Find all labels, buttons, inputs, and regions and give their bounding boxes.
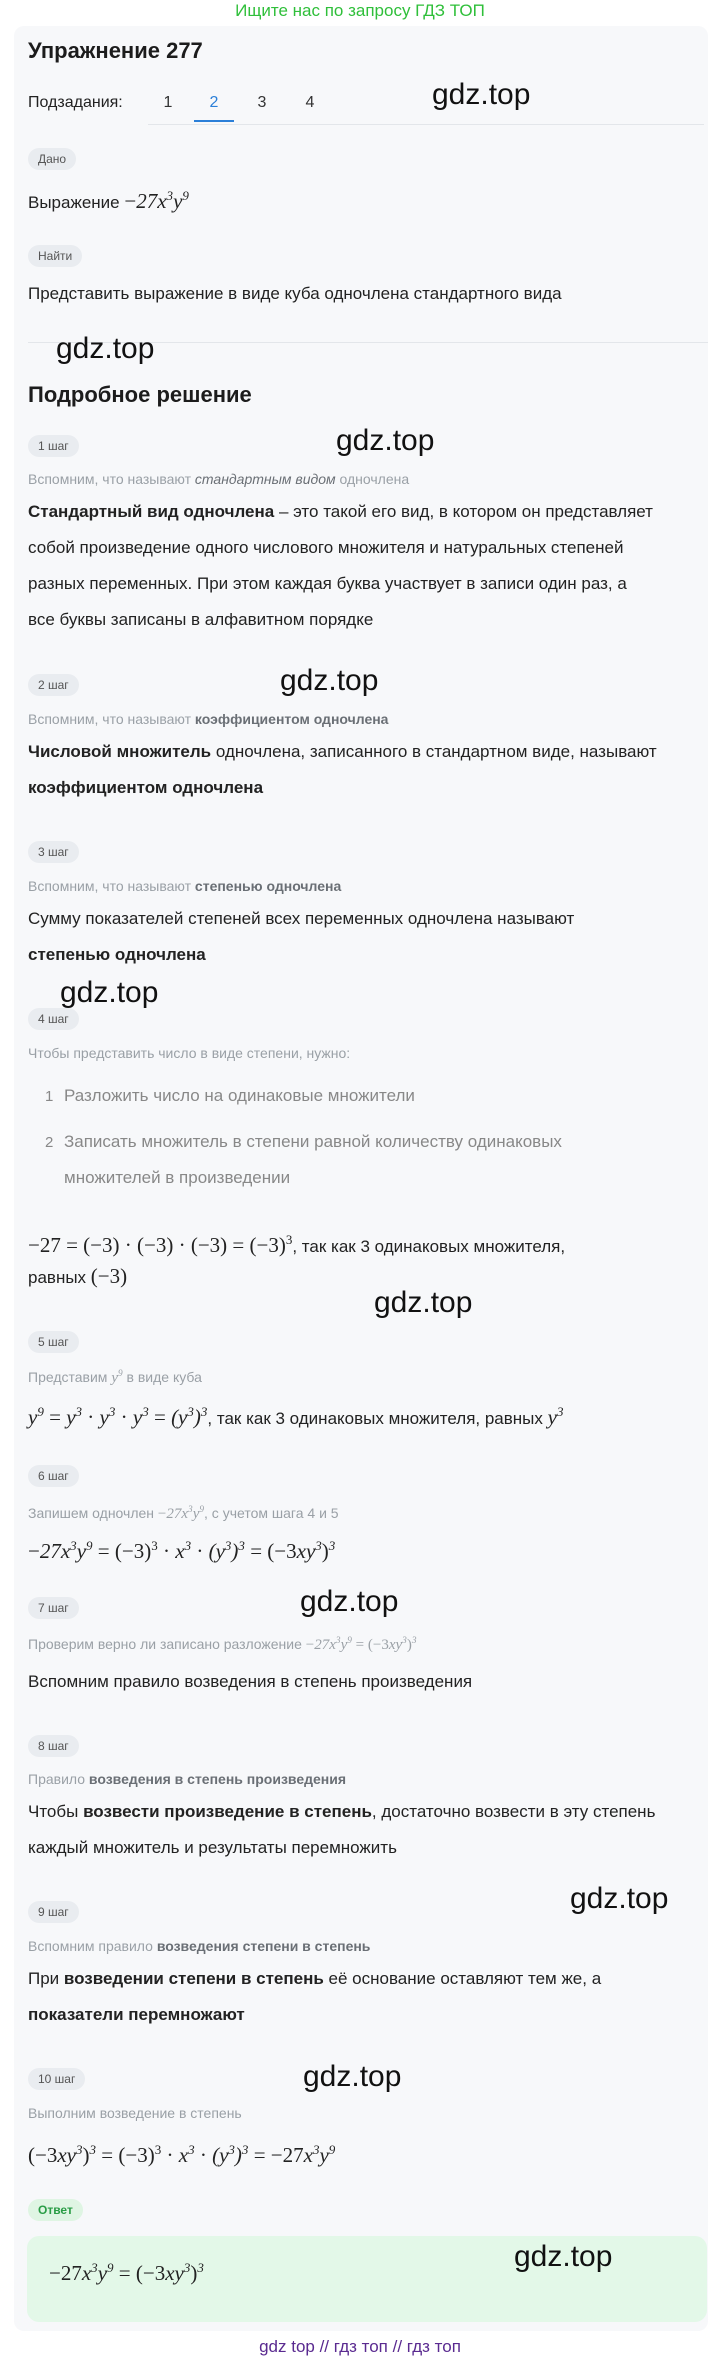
step-5-equation: $y^9 = y^3 \cdot y^3 \cdot y^3 = (y^3)^3$, так как 3 одинаковых множителя, равных $y^3$	[28, 1404, 564, 1429]
watermark: gdz.top	[56, 332, 155, 365]
watermark: gdz.top	[432, 78, 531, 111]
find-text: Представить выражение в виде куба одночлена стандартного вида	[28, 284, 562, 303]
step-10-label: 10 шаг	[28, 2068, 85, 2090]
step-9-body: При возведении степени в степень её основание оставляют тем же, а показатели перемножают	[28, 1969, 602, 2024]
step-2-hint: Вспомним, что называют коэффициентом одночлена	[28, 711, 389, 727]
step-6-label: 6 шаг	[28, 1465, 79, 1487]
step-9-hint: Вспомним правило возведения степени в степень	[28, 1938, 371, 1954]
step-7-hint: Проверим верно ли записано разложение $-27x^3y^9 = (-3xy^3)^3$	[28, 1636, 417, 1653]
step-4-hint: Чтобы представить число в виде степени, нужно:	[28, 1045, 351, 1061]
step-4-item-2-number: 2	[45, 1134, 54, 1151]
given-row	[28, 178, 189, 221]
step-4-item-1: Разложить число на одинаковые множители	[64, 1086, 415, 1105]
subtasks-label: Подзадания:	[28, 94, 123, 111]
subtask-tab-2[interactable]: 2	[194, 94, 234, 122]
given-text: Выражение	[28, 193, 120, 212]
subtask-tab-4[interactable]: 4	[305, 94, 315, 111]
step-4-equation: $-27 = (-3) \cdot (-3) \cdot (-3) = (-3)^3$, так как 3 одинаковых множителя,	[28, 1232, 566, 1257]
step-4-label: 4 шаг	[28, 1008, 79, 1030]
step-4-item-2: Записать множитель в степени равной количеству одинаковых множителей в произведении	[64, 1132, 562, 1187]
step-1-hint: Вспомним, что называют стандартным видом одночлена	[28, 471, 410, 487]
given-math: $-27x^3y^9$	[124, 188, 189, 213]
page-title: Упражнение 277	[28, 38, 203, 63]
step-4-item-1-number: 1	[45, 1088, 54, 1105]
step-3-hint: Вспомним, что называют степенью одночлена	[28, 878, 342, 894]
step-9-label: 9 шаг	[28, 1901, 79, 1923]
footer-links[interactable]: gdz top // гдз топ // гдз топ	[259, 2337, 461, 2356]
step-7-label: 7 шаг	[28, 1597, 79, 1619]
answer-label: Ответ	[28, 2199, 83, 2221]
step-2-body: Числовой множитель одночлена, записанного в стандартном виде, называют коэффициентом одночлена	[28, 742, 657, 797]
find-label: Найти	[28, 245, 82, 267]
step-4-equation-cont: равных (−3)	[28, 1264, 128, 1288]
subtask-tab-3[interactable]: 3	[257, 94, 267, 111]
step-8-body: Чтобы возвести произведение в степень, достаточно возвести в эту степень каждый множитель и результаты перемножить	[28, 1802, 656, 1857]
step-5-hint: Представим $y^9$ в виде куба	[28, 1369, 202, 1386]
step-6-equation: $-27x^3y^9 = (-3)^3 \cdot x^3 \cdot (y^3)^3 = (-3xy^3)^3$	[28, 1538, 336, 1563]
step-1-body: Стандартный вид одночлена – это такой его вид, в котором он представляет собой произведение одного числового множителя и натуральных степеней разных переменных. При этом каждая буква участвует в записи один раз, а все буквы записаны в алфавитном порядке	[28, 502, 653, 629]
watermark: gdz.top	[336, 424, 435, 457]
step-10-hint: Выполним возведение в степень	[28, 2105, 242, 2121]
step-8-hint: Правило возведения в степень произведения	[28, 1771, 347, 1787]
step-3-body: Сумму показателей степеней всех переменных одночлена называют степенью одночлена	[28, 909, 575, 964]
top-banner[interactable]: Ищите нас по запросу ГДЗ ТОП	[235, 1, 485, 20]
step-3-label: 3 шаг	[28, 841, 79, 863]
watermark: gdz.top	[280, 664, 379, 697]
watermark: gdz.top	[374, 1286, 473, 1319]
step-1-label: 1 шаг	[28, 435, 79, 457]
step-6-hint: Запишем одночлен $-27x^3y^9$, с учетом шага 4 и 5	[28, 1505, 339, 1522]
solution-title: Подробное решение	[28, 382, 252, 407]
step-10-equation: $(-3xy^3)^3 = (-3)^3 \cdot x^3 \cdot (y^3)^3 = -27x^3y^9$	[28, 2142, 336, 2167]
watermark: gdz.top	[303, 2060, 402, 2093]
given-pill	[28, 148, 76, 170]
answer-equation: $-27x^3y^9 = (-3xy^3)^3$	[49, 2260, 204, 2285]
step-8-label: 8 шаг	[28, 1735, 79, 1757]
tabs-divider	[148, 124, 704, 125]
subtask-tab-1[interactable]: 1	[163, 94, 173, 111]
watermark: gdz.top	[60, 976, 159, 1009]
given-label: Дано	[28, 148, 76, 170]
step-2-label: 2 шаг	[28, 674, 79, 696]
find-pill	[28, 245, 82, 267]
watermark: gdz.top	[514, 2240, 613, 2273]
step-7-text: Вспомним правило возведения в степень произведения	[28, 1672, 473, 1691]
watermark: gdz.top	[570, 1882, 669, 1915]
watermark: gdz.top	[300, 1585, 399, 1618]
step-5-label: 5 шаг	[28, 1331, 79, 1353]
